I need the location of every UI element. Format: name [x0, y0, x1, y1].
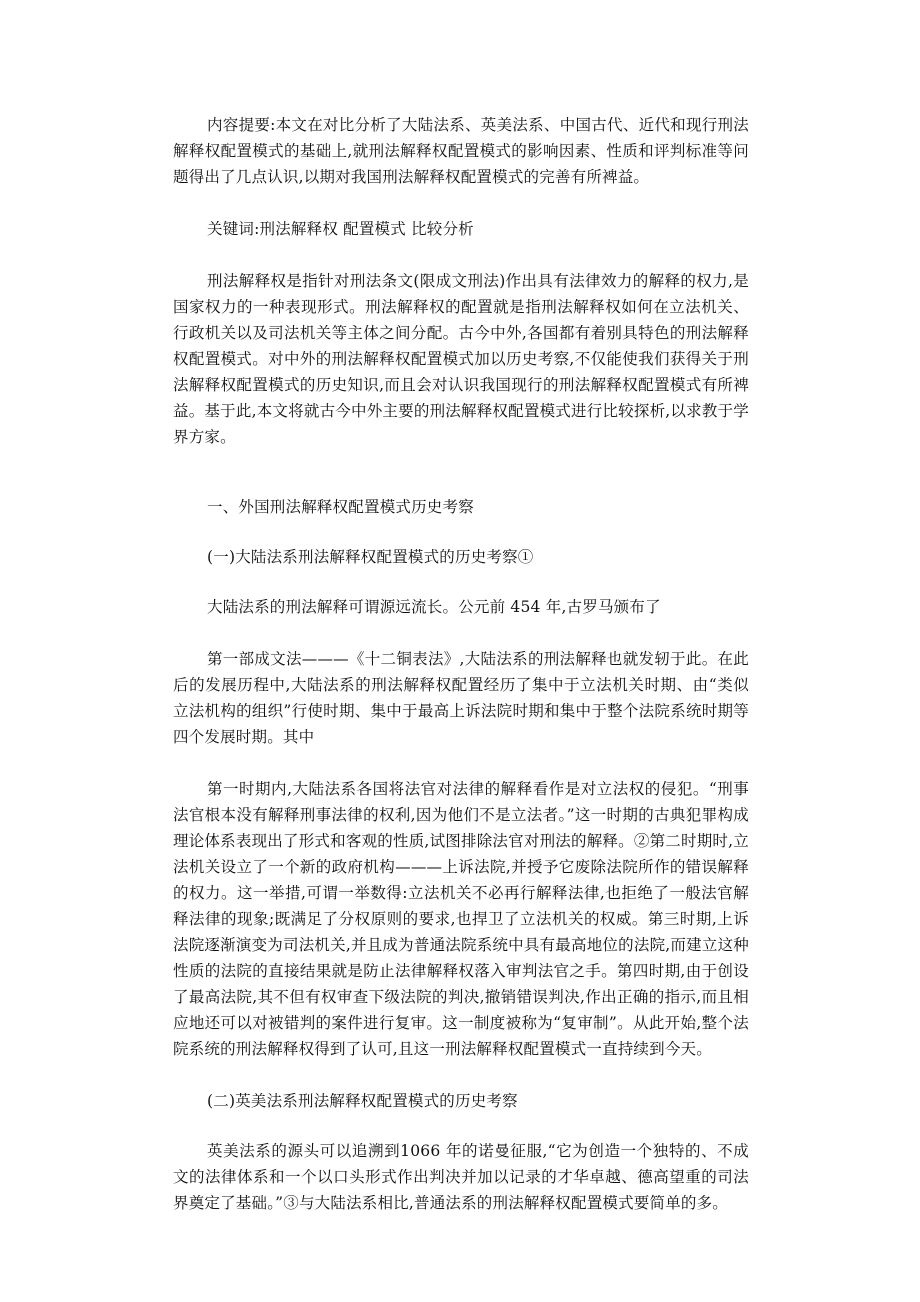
body-paragraph: 第一时期内,大陆法系各国将法官对法律的解释看作是对立法权的侵犯。“刑事法官根本没有解释刑事法律的权利,因为他们不是立法者。”这一时期的古典犯罪构成理论体系表现出了形式和客观的性质,试图排除法官对刑法的解释。②第二时期时,立法机关设立了一个新的政府机构———上诉法院,并授予它废除法院所作的错误解释的权力。这一举措,可谓一举数得:立法机关不必再行解释法律,也拒绝了一般法官解释法律的现象;既满足了分权原则的要求,也捍卫了立法机关的权威。第三时期,上诉法院逐渐演变为司法机关,并且成为普通法院系统中具有最高地位的法院,而建立这种性质的法院的直接结果就是防止法律解释权落入审判法官之手。第四时期,由于创设了最高法院,其不但有权审查下级法院的判决,撤销错误判决,作出正确的指示,而且相应地还可以对被错判的案件进行复审。这一制度被称为“复审制”。从此开始,整个法院系统的刑法解释权得到了认可,且这一刑法解释权配置模式一直持续到今天。	[173, 780, 749, 1058]
body-paragraph: 英美法系的源头可以追溯到1066 年的诺曼征服,“它为创造一个独特的、不成文的法律体系和一个以口头形式作出判决并加以记录的才华卓越、德高望重的司法界奠定了基础。”③与大陆法系相比,普通法系的刑法解释权配置模式要简单的多。	[173, 1142, 749, 1212]
document-body	[173, 112, 749, 1216]
body-paragraph: 大陆法系的刑法解释可谓源远流长。公元前 454 年,古罗马颁布了	[207, 598, 661, 616]
body-paragraph: 第一部成文法———《十二铜表法》,大陆法系的刑法解释也就发轫于此。在此后的发展历程中,大陆法系的刑法解释权配置经历了集中于立法机关时期、由“类似立法机构的组织”行使时期、集中于最高上诉法院时期和集中于整个法院系统时期等四个发展时期。其中	[173, 650, 749, 746]
section-heading-1: 一、外国刑法解释权配置模式历史考察	[207, 498, 474, 516]
keywords-paragraph: 关键词:刑法解释权 配置模式 比较分析	[207, 220, 474, 238]
subsection-heading-1: (一)大陆法系刑法解释权配置模式的历史考察①	[207, 548, 534, 566]
subsection-heading-2: (二)英美法系刑法解释权配置模式的历史考察	[207, 1092, 518, 1110]
intro-paragraph: 刑法解释权是指针对刑法条文(限成文刑法)作出具有法律效力的解释的权力,是国家权力的一种表现形式。刑法解释权的配置就是指刑法解释权如何在立法机关、行政机关以及司法机关等主体之间分配。古今中外,各国都有着别具特色的刑法解释权配置模式。对中外的刑法解释权配置模式加以历史考察,不仅能使我们获得关于刑法解释权配置模式的历史知识,而且会对认识我国现行的刑法解释权配置模式有所裨益。基于此,本文将就古今中外主要的刑法解释权配置模式进行比较探析,以求教于学界方家。	[173, 272, 749, 446]
abstract-paragraph: 内容提要:本文在对比分析了大陆法系、英美法系、中国古代、近代和现行刑法解释权配置模式的基础上,就刑法解释权配置模式的影响因素、性质和评判标准等问题得出了几点认识,以期对我国刑法解释权配置模式的完善有所裨益。	[173, 116, 749, 186]
